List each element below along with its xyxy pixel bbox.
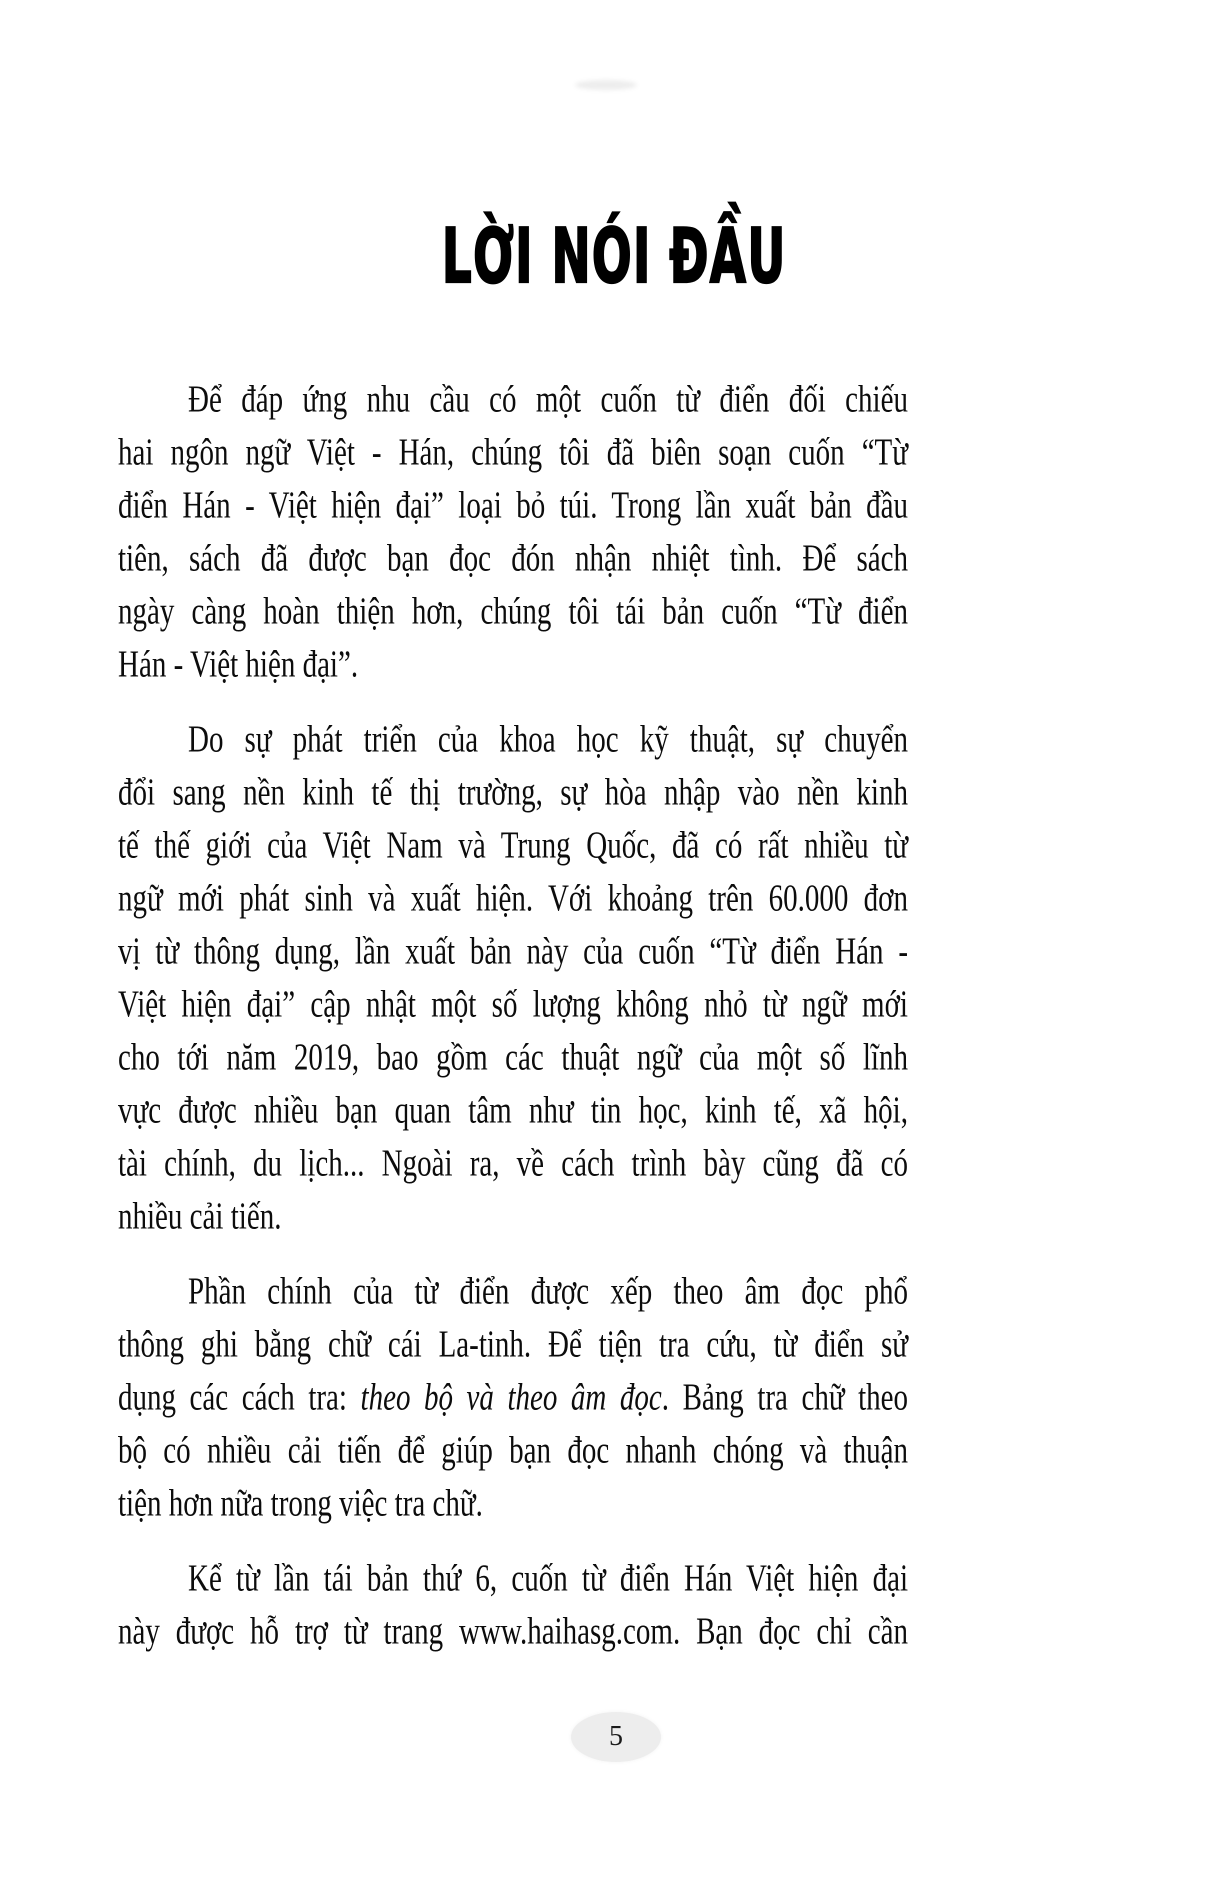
text-line [118, 1470, 908, 1539]
text-segment: vực được nhiều bạn quan tâm như tin học, kinh tế, xã hội, [118, 1090, 908, 1132]
page-number: 5 [609, 1721, 623, 1752]
text-segment: đổi sang nền kinh tế thị trường, sự hòa nhập vào nền kinh [118, 772, 908, 814]
italic-text: theo bộ và theo âm đọc [360, 1377, 662, 1419]
text-segment: Do sự phát triển của khoa học kỹ thuật, sự chuyển [188, 719, 908, 761]
text-segment: bộ có nhiều cải tiến để giúp bạn đọc nhanh chóng và thuận [118, 1430, 908, 1472]
text-segment: Kể từ lần tái bản thứ 6, cuốn từ điển Hán Việt hiện đại [188, 1558, 908, 1600]
text-line [118, 1183, 908, 1252]
text-segment: cho tới năm 2019, bao gồm các thuật ngữ của một số lĩnh [118, 1037, 908, 1079]
text-segment: Việt hiện đại” cập nhật một số lượng không nhỏ từ ngữ mới [118, 984, 908, 1026]
text-line [118, 1598, 908, 1667]
text-segment: ngày càng hoàn thiện hơn, chúng tôi tái bản cuốn “Từ điển [118, 591, 908, 633]
text-segment: vị từ thông dụng, lần xuất bản này của cuốn “Từ điển Hán - [118, 931, 908, 973]
text-segment: hai ngôn ngữ Việt - Hán, chúng tôi đã biên soạn cuốn “Từ [118, 432, 908, 474]
text-segment: Phần chính của từ điển được xếp theo âm đọc phổ [188, 1271, 908, 1313]
preface-body [118, 374, 908, 1659]
text-segment: Hán - Việt hiện đại”. [118, 644, 359, 686]
text-segment: nhiều cải tiến. [118, 1196, 282, 1238]
preface-title-text: LỜI NÓI ĐẦU [442, 212, 787, 300]
page-number-badge [571, 1712, 661, 1762]
text-segment: dụng các cách tra: [118, 1377, 361, 1419]
text-segment: tế thế giới của Việt Nam và Trung Quốc, đã có rất nhiều từ [118, 825, 908, 867]
paragraph [118, 1553, 908, 1659]
paragraph [118, 714, 908, 1244]
text-segment: . Bảng tra chữ theo [661, 1377, 909, 1419]
paragraph [118, 1266, 908, 1531]
text-segment: điển Hán - Việt hiện đại” loại bỏ túi. Trong lần xuất bản đầu [118, 485, 908, 527]
text-segment: Để đáp ứng nhu cầu có một cuốn từ điển đối chiếu [188, 379, 908, 421]
paragraph [118, 374, 908, 692]
text-line [118, 631, 908, 700]
text-segment: này được hỗ trợ từ trang www.haihasg.com. Bạn đọc chỉ cần [118, 1611, 908, 1653]
text-segment: ngữ mới phát sinh và xuất hiện. Với khoảng trên 60.000 đơn [118, 878, 908, 920]
preface-title [0, 206, 1205, 306]
text-segment: tiện hơn nữa trong việc tra chữ. [118, 1483, 483, 1525]
text-segment: tiên, sách đã được bạn đọc đón nhận nhiệt tình. Để sách [118, 538, 908, 580]
text-segment: tài chính, du lịch... Ngoài ra, về cách trình bày cũng đã có [118, 1143, 908, 1185]
scan-smudge-artifact [575, 80, 637, 90]
text-segment: thông ghi bằng chữ cái La-tinh. Để tiện tra cứu, từ điển sử [118, 1324, 908, 1366]
